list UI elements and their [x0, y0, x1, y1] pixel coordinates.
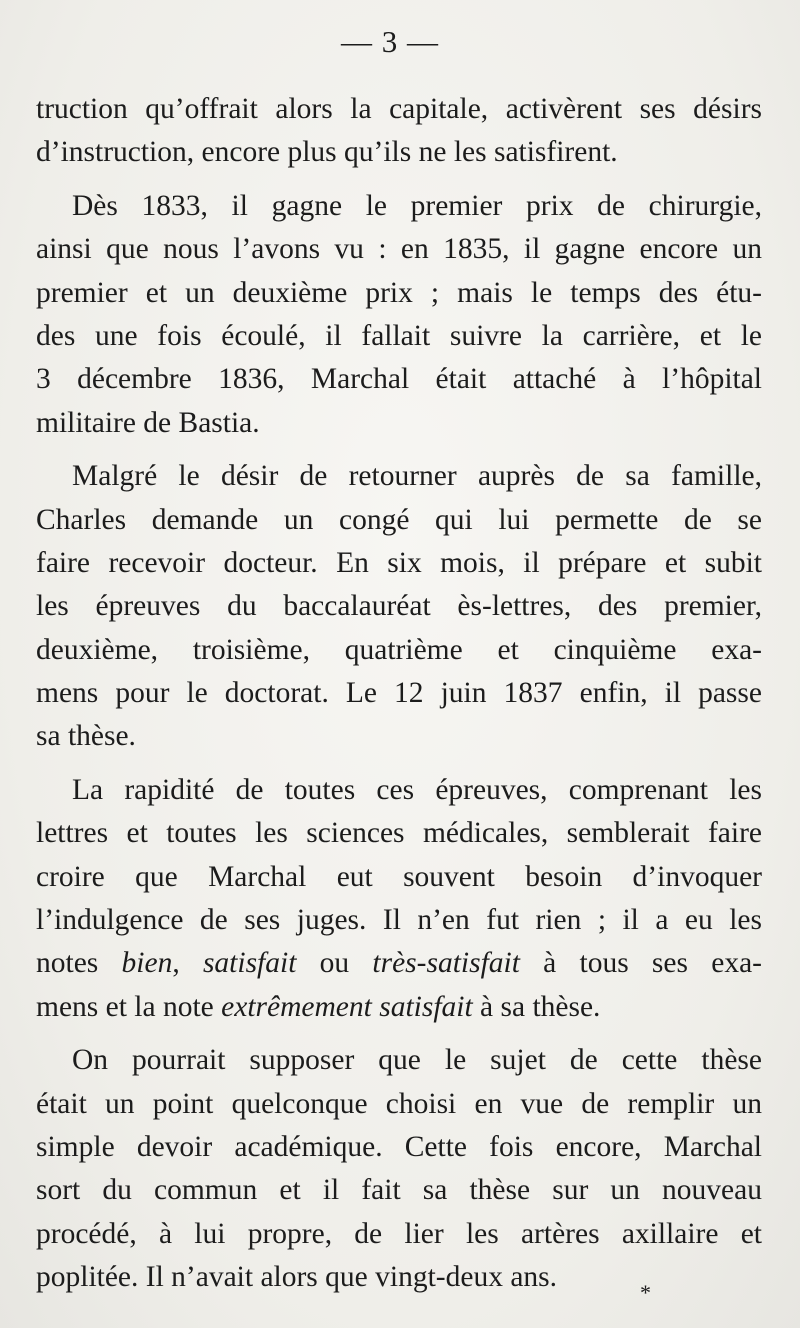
text-run: ou [296, 947, 373, 980]
text-line: truction qu’offrait alors la capitale, activèrent ses désirs [36, 93, 762, 125]
text-line: les épreuves du baccalauréat ès-lettres, des premier, [36, 590, 762, 623]
text-line: La rapidité de toutes ces épreuves, comprenant les [72, 773, 762, 806]
text-line: simple devoir académique. Cette fois encore, Marchal [36, 1130, 762, 1163]
text-line: Dès 1833, il gagne le premier prix de chirurgie, [72, 189, 762, 222]
page-number: — 3 — [341, 24, 439, 59]
text-run: à tous ses exa- [519, 947, 762, 980]
italic-text: bien [121, 947, 173, 980]
text-line: des une fois écoulé, il fallait suivre la carrière, et le [36, 319, 762, 352]
text-line: sa thèse. [36, 720, 136, 753]
text-run: mens et la note [36, 990, 222, 1023]
text-line-with-italics [36, 942, 762, 985]
text-line: sort du commun et il fait sa thèse sur un nouveau [36, 1174, 762, 1207]
text-line: Charles demande un congé qui lui permette de se [36, 503, 762, 536]
text-run: à sa thèse. [472, 990, 601, 1023]
text-line: d’instruction, encore plus qu’ils ne les satisfirent. [36, 136, 618, 169]
text-line: Malgré le désir de retourner auprès de sa famille, [72, 460, 762, 493]
text-line: deuxième, troisième, quatrième et cinquième exa- [36, 633, 762, 666]
text-line-with-italics [36, 986, 762, 1029]
text-line: poplitée. Il n’avait alors que vingt-deux ans. [36, 1261, 558, 1294]
text-line: ainsi que nous l’avons vu : en 1835, il gagne encore un [36, 233, 762, 266]
text-line: premier et un deuxième prix ; mais le temps des étu- [36, 276, 762, 309]
signature-mark: * [640, 1280, 651, 1305]
paragraph-5 [36, 1039, 762, 1299]
text-line: faire recevoir docteur. En six mois, il prépare et subit [36, 546, 762, 579]
paragraph-3 [36, 455, 762, 759]
text-line: procédé, à lui propre, de lier les artères axillaire et [36, 1217, 762, 1250]
text-line: l’indulgence de ses juges. Il n’en fut rien ; il a eu les [36, 904, 762, 937]
text-line: 3 décembre 1836, Marchal était attaché à l’hôpital [36, 363, 762, 396]
text-run: notes [36, 947, 122, 980]
text-line: militaire de Bastia. [36, 406, 260, 439]
text-run: , [172, 947, 203, 980]
paragraph-4 [36, 769, 762, 1029]
text-line: On pourrait supposer que le sujet de cette thèse [72, 1044, 762, 1077]
italic-text: satisfait [202, 947, 297, 980]
paragraph-2 [36, 185, 762, 445]
text-line: croire que Marchal eut souvent besoin d’invoquer [36, 860, 762, 893]
italic-text: extrêmement satisfait [221, 990, 473, 1023]
italic-text: très-satisfait [372, 947, 520, 980]
text-line: était un point quelconque choisi en vue de remplir un [36, 1087, 762, 1120]
text-line: lettres et toutes les sciences médicales, semblerait faire [36, 817, 762, 850]
text-line: mens pour le doctorat. Le 12 juin 1837 enfin, il passe [36, 677, 762, 710]
body-text [36, 88, 762, 1300]
paragraph-1 [36, 88, 762, 175]
